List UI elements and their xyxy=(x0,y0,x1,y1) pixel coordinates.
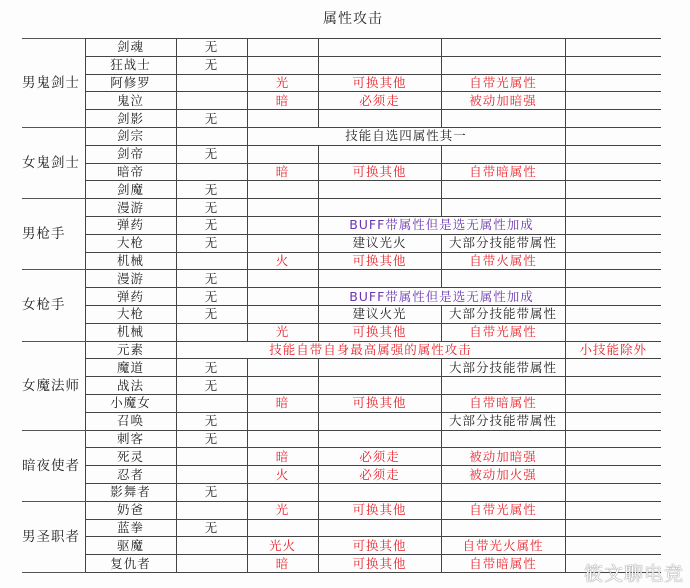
element-cell xyxy=(247,234,318,252)
extra-cell xyxy=(565,216,661,234)
subclass-cell: 机械 xyxy=(85,323,176,341)
element-cell xyxy=(247,145,318,163)
subclass-cell: 漫游 xyxy=(85,199,176,217)
subclass-cell: 影舞者 xyxy=(85,483,176,501)
subclass-cell: 死灵 xyxy=(85,448,176,466)
note2-cell: 自带光属性 xyxy=(441,74,565,92)
table-row xyxy=(22,163,661,181)
element-cell xyxy=(247,39,318,57)
table-row xyxy=(22,466,661,484)
element-cell: 火 xyxy=(247,466,318,484)
table-title xyxy=(0,8,690,28)
note2-cell: 大部分技能带属性 xyxy=(441,305,565,323)
element-cell xyxy=(247,483,318,501)
note2-cell xyxy=(441,56,565,74)
subclass-cell: 弹药 xyxy=(85,288,176,306)
note1-cell: 可换其他 xyxy=(318,252,441,270)
span-note-cell: BUFF带属性但是选无属性加成 xyxy=(318,288,565,306)
element-cell xyxy=(247,288,318,306)
note2-cell xyxy=(441,483,565,501)
attribute-attack-table xyxy=(22,38,661,573)
none-cell: 无 xyxy=(176,110,247,128)
table-row xyxy=(22,377,661,395)
table-row xyxy=(22,92,661,110)
none-cell xyxy=(176,163,247,181)
table-row xyxy=(22,359,661,377)
table-row xyxy=(22,110,661,128)
table-row xyxy=(22,519,661,537)
watermark: 筱文聊电竞 xyxy=(583,563,684,585)
subclass-cell: 奶爸 xyxy=(85,501,176,519)
element-cell: 光火 xyxy=(247,537,318,555)
none-cell xyxy=(176,127,247,145)
subclass-cell: 蓝拳 xyxy=(85,519,176,537)
note1-cell: 必须走 xyxy=(318,448,441,466)
subclass-cell: 鬼泣 xyxy=(85,92,176,110)
note2-cell xyxy=(441,199,565,217)
subclass-cell: 元素 xyxy=(85,341,176,359)
note1-cell xyxy=(318,519,441,537)
class-cell: 女魔法师 xyxy=(22,341,85,430)
subclass-cell: 暗帝 xyxy=(85,163,176,181)
none-cell xyxy=(176,252,247,270)
note2-cell xyxy=(441,181,565,199)
extra-cell xyxy=(565,412,661,430)
element-cell xyxy=(247,377,318,395)
subclass-cell: 战法 xyxy=(85,377,176,395)
note1-cell: 可换其他 xyxy=(318,74,441,92)
extra-cell xyxy=(565,234,661,252)
none-cell: 无 xyxy=(176,199,247,217)
note1-cell: 可换其他 xyxy=(318,537,441,555)
note2-cell xyxy=(441,430,565,448)
table-row xyxy=(22,483,661,501)
subclass-cell: 机械 xyxy=(85,252,176,270)
none-cell xyxy=(176,394,247,412)
note1-cell xyxy=(318,412,441,430)
extra-cell xyxy=(565,270,661,288)
note1-cell: 可换其他 xyxy=(318,323,441,341)
subclass-cell: 剑影 xyxy=(85,110,176,128)
note1-cell: 必须走 xyxy=(318,466,441,484)
note1-cell xyxy=(318,110,441,128)
extra-cell xyxy=(565,359,661,377)
element-cell xyxy=(247,56,318,74)
table-row xyxy=(22,555,661,573)
note1-cell xyxy=(318,145,441,163)
extra-cell xyxy=(565,537,661,555)
extra-cell xyxy=(565,199,661,217)
subclass-cell: 剑魂 xyxy=(85,39,176,57)
none-cell: 无 xyxy=(176,519,247,537)
none-cell: 无 xyxy=(176,56,247,74)
subclass-cell: 阿修罗 xyxy=(85,74,176,92)
none-cell: 无 xyxy=(176,145,247,163)
subclass-cell: 刺客 xyxy=(85,430,176,448)
element-cell xyxy=(247,110,318,128)
class-cell: 女鬼剑士 xyxy=(22,127,85,198)
element-cell xyxy=(247,305,318,323)
element-cell xyxy=(247,216,318,234)
extra-cell xyxy=(565,110,661,128)
extra-cell xyxy=(565,181,661,199)
note2-cell: 大部分技能带属性 xyxy=(441,412,565,430)
note2-cell: 自带暗属性 xyxy=(441,555,565,573)
note2-cell: 自带光属性 xyxy=(441,501,565,519)
none-cell xyxy=(176,501,247,519)
subclass-cell: 驱魔 xyxy=(85,537,176,555)
element-cell xyxy=(247,270,318,288)
subclass-cell: 弹药 xyxy=(85,216,176,234)
note2-cell xyxy=(441,110,565,128)
extra-cell xyxy=(565,74,661,92)
note2-cell xyxy=(441,145,565,163)
extra-cell xyxy=(565,145,661,163)
element-cell: 暗 xyxy=(247,92,318,110)
subclass-cell: 忍者 xyxy=(85,466,176,484)
element-cell: 暗 xyxy=(247,163,318,181)
extra-cell xyxy=(565,56,661,74)
table-row xyxy=(22,199,661,217)
class-cell: 男圣职者 xyxy=(22,501,85,572)
table-row xyxy=(22,234,661,252)
subclass-cell: 大枪 xyxy=(85,234,176,252)
note2-cell xyxy=(441,519,565,537)
extra-cell xyxy=(565,39,661,57)
note1-cell: 可换其他 xyxy=(318,501,441,519)
none-cell: 无 xyxy=(176,430,247,448)
table-row xyxy=(22,412,661,430)
subclass-cell: 复仇者 xyxy=(85,555,176,573)
note2-cell: 大部分技能带属性 xyxy=(441,359,565,377)
class-cell: 男枪手 xyxy=(22,199,85,270)
element-cell: 光 xyxy=(247,74,318,92)
subclass-cell: 剑帝 xyxy=(85,145,176,163)
table-row xyxy=(22,394,661,412)
extra-cell xyxy=(565,483,661,501)
note1-cell xyxy=(318,270,441,288)
none-cell: 无 xyxy=(176,412,247,430)
table-row xyxy=(22,39,661,57)
note1-cell xyxy=(318,39,441,57)
class-cell: 男鬼剑士 xyxy=(22,39,85,128)
note2-cell: 大部分技能带属性 xyxy=(441,234,565,252)
table-row xyxy=(22,270,661,288)
note2-cell: 自带暗属性 xyxy=(441,394,565,412)
table-row xyxy=(22,501,661,519)
extra-cell xyxy=(565,519,661,537)
none-cell xyxy=(176,555,247,573)
element-cell xyxy=(247,199,318,217)
extra-cell xyxy=(565,501,661,519)
note1-cell: 可换其他 xyxy=(318,394,441,412)
element-cell xyxy=(247,519,318,537)
class-cell: 女枪手 xyxy=(22,270,85,341)
note1-cell xyxy=(318,359,441,377)
extra-cell xyxy=(565,430,661,448)
note1-cell xyxy=(318,56,441,74)
element-cell: 光 xyxy=(247,323,318,341)
none-cell: 无 xyxy=(176,39,247,57)
none-cell xyxy=(176,466,247,484)
element-cell xyxy=(247,412,318,430)
class-cell: 暗夜使者 xyxy=(22,430,85,501)
note2-cell xyxy=(441,270,565,288)
table-row xyxy=(22,323,661,341)
note1-cell: 可换其他 xyxy=(318,555,441,573)
table-row xyxy=(22,127,661,145)
none-cell: 无 xyxy=(176,216,247,234)
span-note-cell: 技能自带自身最高属强的属性攻击 xyxy=(176,341,565,359)
extra-cell xyxy=(565,127,661,145)
extra-cell xyxy=(565,288,661,306)
none-cell: 无 xyxy=(176,288,247,306)
subclass-cell: 剑宗 xyxy=(85,127,176,145)
note1-cell: 必须走 xyxy=(318,92,441,110)
subclass-cell: 召唤 xyxy=(85,412,176,430)
note1-cell: 建议光火 xyxy=(318,234,441,252)
extra-cell xyxy=(565,92,661,110)
note1-cell xyxy=(318,430,441,448)
table-row xyxy=(22,341,661,359)
subclass-cell: 狂战士 xyxy=(85,56,176,74)
none-cell: 无 xyxy=(176,270,247,288)
none-cell xyxy=(176,74,247,92)
none-cell: 无 xyxy=(176,305,247,323)
extra-cell xyxy=(565,163,661,181)
note2-cell: 自带火属性 xyxy=(441,252,565,270)
table-row xyxy=(22,288,661,306)
subclass-cell: 小魔女 xyxy=(85,394,176,412)
note1-cell xyxy=(318,181,441,199)
span-note-cell: 技能自选四属性其一 xyxy=(247,127,565,145)
note2-cell xyxy=(441,39,565,57)
element-cell: 暗 xyxy=(247,394,318,412)
note2-cell: 被动加暗强 xyxy=(441,92,565,110)
subclass-cell: 大枪 xyxy=(85,305,176,323)
note2-cell: 被动加暗强 xyxy=(441,448,565,466)
element-cell xyxy=(247,181,318,199)
subclass-cell: 剑魔 xyxy=(85,181,176,199)
element-cell: 光 xyxy=(247,501,318,519)
none-cell: 无 xyxy=(176,377,247,395)
note1-cell: 建议火光 xyxy=(318,305,441,323)
note1-cell xyxy=(318,483,441,501)
none-cell xyxy=(176,537,247,555)
none-cell: 无 xyxy=(176,483,247,501)
note2-cell xyxy=(441,377,565,395)
table-row xyxy=(22,305,661,323)
extra-cell xyxy=(565,252,661,270)
span-note-cell: BUFF带属性但是选无属性加成 xyxy=(318,216,565,234)
extra-cell xyxy=(565,377,661,395)
none-cell xyxy=(176,323,247,341)
note2-cell: 被动加火强 xyxy=(441,466,565,484)
extra-cell: 小技能除外 xyxy=(565,341,661,359)
note2-cell: 自带光火属性 xyxy=(441,537,565,555)
table-row xyxy=(22,181,661,199)
table-row xyxy=(22,56,661,74)
none-cell xyxy=(176,448,247,466)
element-cell xyxy=(247,430,318,448)
table-row xyxy=(22,448,661,466)
note1-cell xyxy=(318,199,441,217)
element-cell: 暗 xyxy=(247,555,318,573)
extra-cell xyxy=(565,466,661,484)
extra-cell xyxy=(565,305,661,323)
table-row xyxy=(22,74,661,92)
table-row xyxy=(22,537,661,555)
none-cell xyxy=(176,92,247,110)
extra-cell xyxy=(565,323,661,341)
subclass-cell: 魔道 xyxy=(85,359,176,377)
subclass-cell: 漫游 xyxy=(85,270,176,288)
title-text: 属性攻击 xyxy=(323,11,383,27)
table-row xyxy=(22,216,661,234)
element-cell: 暗 xyxy=(247,448,318,466)
table-row xyxy=(22,252,661,270)
note1-cell xyxy=(318,377,441,395)
note1-cell: 可换其他 xyxy=(318,163,441,181)
extra-cell xyxy=(565,394,661,412)
table-row xyxy=(22,430,661,448)
note2-cell: 自带光属性 xyxy=(441,323,565,341)
note2-cell: 自带暗属性 xyxy=(441,163,565,181)
element-cell xyxy=(247,359,318,377)
element-cell: 火 xyxy=(247,252,318,270)
none-cell: 无 xyxy=(176,359,247,377)
extra-cell xyxy=(565,448,661,466)
none-cell: 无 xyxy=(176,234,247,252)
none-cell: 无 xyxy=(176,181,247,199)
table-row xyxy=(22,145,661,163)
